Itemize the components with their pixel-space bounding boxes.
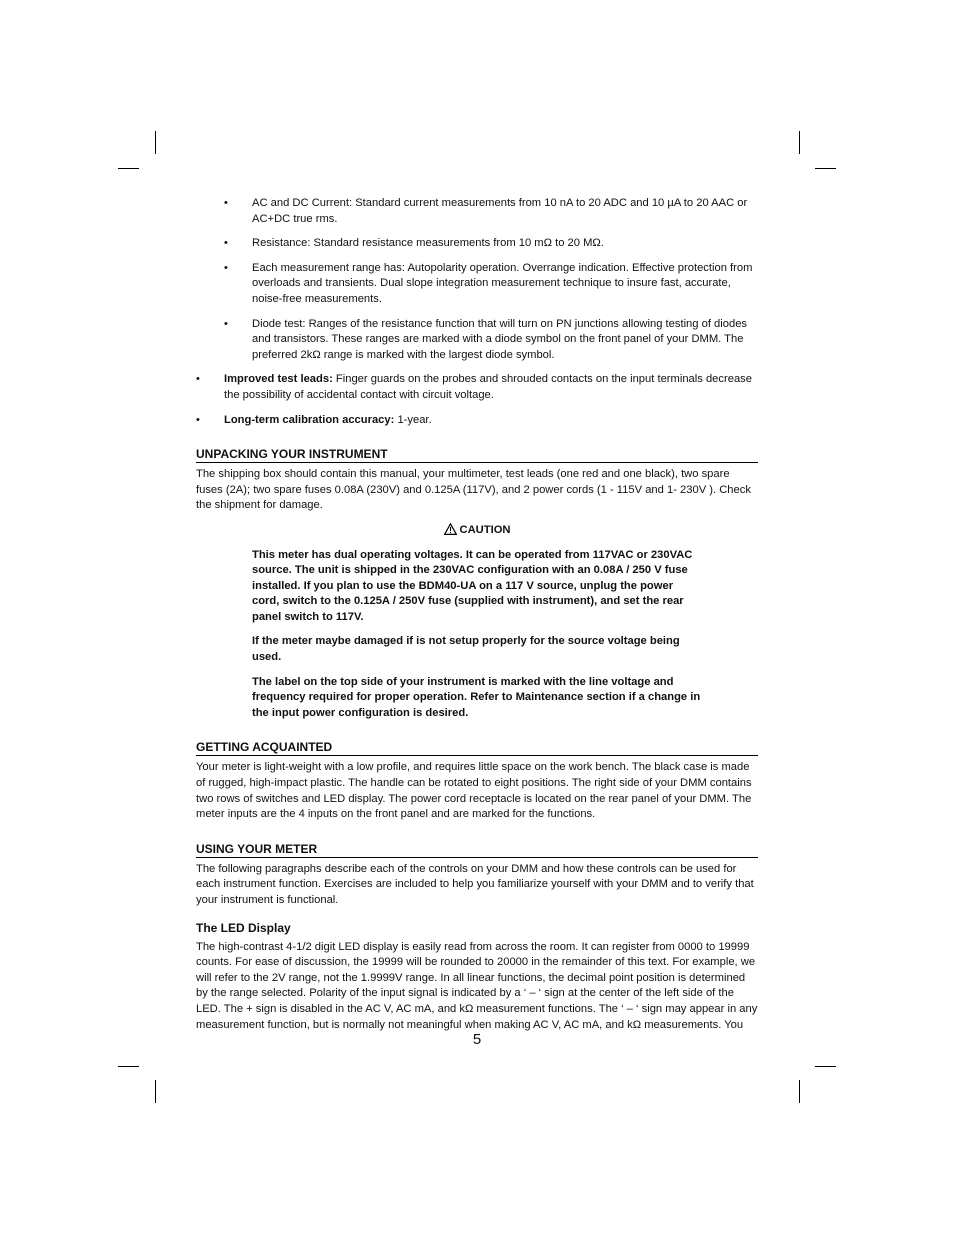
crop-mark <box>118 168 139 169</box>
warning-triangle-icon <box>444 523 457 535</box>
list-item-label: Improved test leads: <box>224 373 333 386</box>
crop-mark <box>118 1066 139 1067</box>
crop-mark <box>799 131 800 154</box>
led-body: The high-contrast 4-1/2 digit LED display is easily read from across the room. It can register from 0000 to 19999 counts. For ease of discussion, the 19999 will be rounded to 20000 in the remainder of this text. For example, we will refer to the 2V range, not the 1.9999V range. In all linear functions, the decimal point position is determined by the range selected. Polarity of the input signal is indicated by a ‘ – ‘ sign at the center of the left side of the LED. The + sign is disabled in the AC V, AC mA, and kΩ measurement functions. The ‘ – ‘ sign may appear in any measurement function, but is normally not meaningful when making AC V, AC mA, and kΩ measurements. You <box>196 940 758 1031</box>
list-item-text: AC and DC Current: Standard current measurements from 10 nA to 20 ADC and 10 µA to 20 AAC or AC+DC true rms. <box>252 197 748 225</box>
list-item <box>196 196 758 227</box>
acquainted-body: Your meter is light-weight with a low profile, and requires little space on the work bench. The black case is made of rugged, high-impact plastic. The handle can be rotated to eight positions. The right side of your DMM contains two rows of switches and LED display. The power cord receptacle is located on the rear panel of your DMM. The meter inputs are the 4 inputs on the front panel and are marked for the functions. <box>196 761 752 821</box>
caution-label: CAUTION <box>459 523 511 536</box>
list-item-text: Diode test: Ranges of the resistance function that will turn on PN junctions allowing testing of diodes and transistors. These ranges are marked with a diode symbol on the front panel of your DMM. The preferred 2kΩ range is marked with the largest diode symbol. <box>252 317 748 361</box>
caution-paragraph: If the meter maybe damaged if is not setup properly for the source voltage being used. <box>252 635 680 664</box>
unpacking-body: The shipping box should contain this manual, your multimeter, test leads (one red and one black), two spare fuses (2A); two spare fuses 0.08A (230V) and 0.125A (117V), and 2 power cords (1 - 115V and 1- 230V ). Check the shipment for damage. <box>196 468 751 512</box>
list-item-text: 1-year. <box>394 413 432 426</box>
caution-paragraph: The label on the top side of your instrument is marked with the line voltage and frequency required for proper operation. Refer to Maintenance section if a change in the input power configuration is desired. <box>252 675 701 719</box>
list-item <box>196 261 758 308</box>
led-heading: The LED Display <box>196 920 291 935</box>
page-content <box>196 196 758 1033</box>
using-body: The following paragraphs describe each of the controls on your DMM and how these controls can be used for each instrument function. Exercises are included to help you familiarize yourself with your DMM and to verify that your instrument is functional. <box>196 862 754 906</box>
crop-mark <box>799 1080 800 1103</box>
list-item <box>196 236 758 252</box>
crop-mark <box>815 168 836 169</box>
list-item <box>196 372 758 403</box>
crop-mark <box>155 1080 156 1103</box>
list-item-text: Resistance: Standard resistance measurements from 10 mΩ to 20 MΩ. <box>252 237 604 250</box>
list-item-text: Finger guards on the probes and shrouded contacts on the input terminals decrease the possibility of accidental contact with circuit voltage. <box>224 373 752 401</box>
bullet-glyph: • <box>196 373 200 386</box>
list-item <box>196 413 758 429</box>
list-item-text: Each measurement range has: Autopolarity operation. Overrange indication. Effective protection from overloads and transients. Dual slope integration measurement technique to insure fast, accurate, noise-free measurements. <box>252 261 753 305</box>
crop-mark <box>815 1066 836 1067</box>
page-number: 5 <box>472 1031 482 1048</box>
acquainted-heading: GETTING ACQUAINTED <box>196 740 758 756</box>
bullet-glyph: • <box>224 197 228 209</box>
bullet-glyph: • <box>196 413 200 426</box>
bullet-glyph: • <box>224 261 228 274</box>
caution-paragraph: This meter has dual operating voltages. It can be operated from 117VAC or 230VAC source. The unit is shipped in the 230VAC configuration with an 0.08A / 250 V fuse installed. If you plan to use the BDM40-UA on a 117 V source, unplug the power cord, switch to the 0.125A / 250V fuse (supplied with instrument), and set the rear panel switch to 117V. <box>252 548 693 623</box>
caution-title <box>196 523 758 539</box>
crop-mark <box>155 131 156 154</box>
bullet-glyph: • <box>224 237 228 250</box>
using-heading: USING YOUR METER <box>196 842 758 858</box>
list-item-label: Long-term calibration accuracy: <box>224 413 395 426</box>
list-item <box>196 317 758 364</box>
unpacking-heading: UNPACKING YOUR INSTRUMENT <box>196 447 758 463</box>
bullet-glyph: • <box>224 317 228 330</box>
